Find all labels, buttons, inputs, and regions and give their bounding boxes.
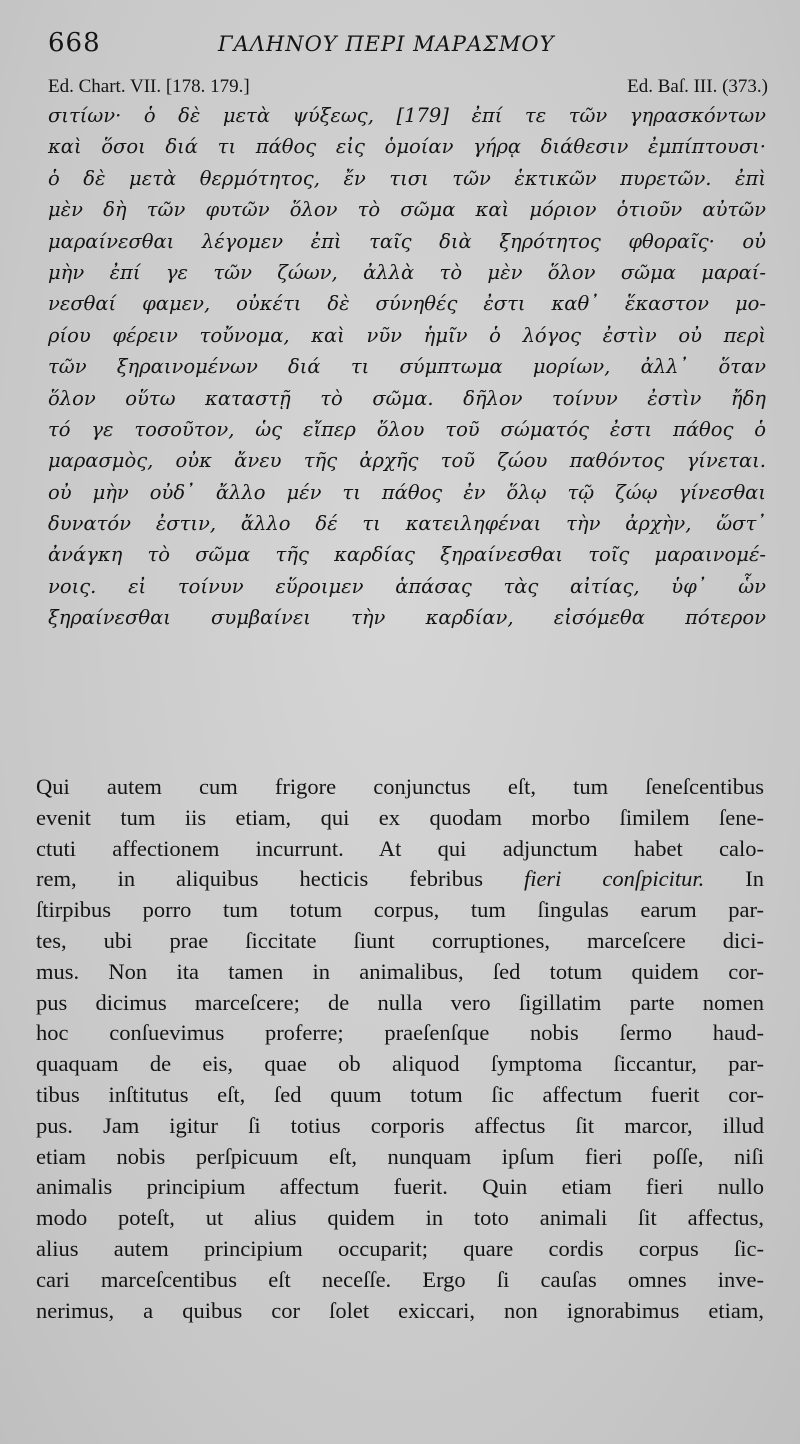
latin-text-line [36, 772, 764, 803]
latin-text-line [36, 803, 764, 834]
latin-text-line [36, 895, 764, 926]
latin-text-line [36, 1049, 764, 1080]
latin-text-segment: alius autem principium occuparit; quare cordis corpus ſic- [36, 1235, 764, 1261]
latin-text-line [36, 926, 764, 957]
latin-text-line [36, 864, 764, 895]
edition-basel-reference: Ed. Baſ. III. (373.) [627, 76, 768, 97]
latin-text-line [36, 1172, 764, 1203]
latin-text-segment: modo poteſt, ut alius quidem in toto animali ſit affectus, [36, 1205, 764, 1231]
latin-text-line [36, 1080, 764, 1111]
latin-text-segment: pus dicimus marceſcere; de nulla vero ſigillatim parte nomen [36, 989, 764, 1015]
latin-text-segment: etiam nobis perſpicuum eſt, nunquam ipſum fieri poſſe, niſi [36, 1143, 764, 1169]
latin-text-line [36, 834, 764, 865]
greek-text-line: ρίου φέρειν τοὔνομα, καὶ νῦν ἡμῖν ὁ λόγος ἐστὶν οὐ περὶ [48, 323, 766, 347]
greek-text-line: ὁ δὲ μετὰ θερμότητος, ἔν τισι τῶν ἑκτικῶν πυρετῶν. ἐπὶ [48, 166, 766, 190]
greek-text-line: τῶν ξηραινομένων διά τι σύμπτωμα μορίων, ἀλλ᾽ ὅταν [48, 355, 766, 379]
page-header [48, 28, 768, 64]
latin-text-segment: rem, in aliquibus hecticis febribus [36, 866, 483, 892]
latin-text-segment: quaquam de eis, quae ob aliquod ſymptoma ſiccantur, par- [36, 1051, 764, 1077]
latin-italic-segment: fieri conſpicitur. [523, 866, 705, 892]
latin-text-segment: tes, ubi prae ſiccitate ſiunt corruptiones, marceſcere dici- [36, 927, 764, 953]
latin-text-line [36, 1296, 764, 1327]
latin-text-line [36, 1203, 764, 1234]
greek-text-line: μαρασμὸς, οὐκ ἄνευ τῆς ἀρχῆς τοῦ ζώου παθόντος γίνεται. [48, 449, 766, 473]
latin-text-line [36, 1142, 764, 1173]
greek-text-line: νοις. εἰ τοίνυν εὕροιμεν ἁπάσας τὰς αἰτίας, ὑφ᾽ ὧν [48, 574, 766, 598]
edition-references [48, 76, 768, 102]
latin-text-segment: ctuti affectionem incurrunt. At qui adjunctum habet calo- [36, 835, 764, 861]
greek-text-line: ὅλον οὕτω καταστῇ τὸ σῶμα. δῆλον τοίνυν ἐστὶν ἤδη [48, 386, 766, 410]
latin-text-segment: ſtirpibus porro tum totum corpus, tum ſingulas earum par- [36, 897, 764, 923]
running-title: ΓΑΛΗΝΟΥ ΠΕΡΙ ΜΑΡΑΣΜΟΥ [218, 32, 555, 56]
latin-text-segment: mus. Non ita tamen in animalibus, ſed totum quidem cor- [36, 958, 764, 984]
latin-text-segment: pus. Jam igitur ſi totius corporis affectus ſit marcor, illud [36, 1112, 764, 1138]
latin-text-segment: In [745, 866, 765, 892]
latin-text-line [36, 988, 764, 1019]
edition-chartier-reference: Ed. Chart. VII. [178. 179.] [48, 76, 250, 97]
latin-text-line [36, 957, 764, 988]
greek-text-line: οὐ μὴν οὐδ᾽ ἄλλο μέν τι πάθος ἐν ὅλῳ τῷ ζώῳ γίνεσθαι [48, 480, 766, 504]
greek-text-line: καὶ ὅσοι διά τι πάθος εἰς ὁμοίαν γήρᾳ διάθεσιν ἐμπίπτουσι· [48, 135, 766, 159]
latin-text-segment: nerimus, a quibus cor ſolet exiccari, non ignorabimus etiam, [36, 1297, 764, 1323]
greek-text-line: μὲν δὴ τῶν φυτῶν ὅλον τὸ σῶμα καὶ μόριον ὁτιοῦν αὐτῶν [48, 198, 766, 222]
latin-text-segment: cari marceſcentibus eſt neceſſe. Ergo ſi cauſas omnes inve- [36, 1266, 764, 1292]
greek-text-line: ξηραίνεσθαι συμβαίνει τὴν καρδίαν, εἰσόμεθα πότερον [48, 606, 766, 630]
greek-text-line: μαραίνεσθαι λέγομεν ἐπὶ ταῖς διὰ ξηρότητος φθοραῖς· οὐ [48, 229, 766, 253]
page-number: 668 [48, 28, 101, 58]
greek-text-line: σιτίων· ὁ δὲ μετὰ ψύξεως, [179] ἐπί τε τῶν γηρασκόντων [48, 104, 766, 127]
latin-text-segment: tibus inſtitutus eſt, ſed quum totum ſic affectum fuerit cor- [36, 1081, 764, 1107]
greek-text-line: ἀνάγκη τὸ σῶμα τῆς καρδίας ξηραίνεσθαι τοῖς μαραινομέ- [48, 543, 766, 567]
latin-text-line [36, 1018, 764, 1049]
latin-text-segment: animalis principium affectum fuerit. Quin etiam fieri nullo [36, 1174, 764, 1200]
greek-text-line: νεσθαί φαμεν, οὐκέτι δὲ σύνηθές ἐστι καθ᾽ ἕκαστον μο- [48, 292, 766, 316]
greek-text-line: μὴν ἐπί γε τῶν ζώων, ἀλλὰ τὸ μὲν ὅλον σῶμα μαραί- [48, 260, 766, 284]
latin-text-segment: evenit tum iis etiam, qui ex quodam morbo ſimilem ſene- [36, 804, 764, 830]
latin-text-line [36, 1265, 764, 1296]
greek-text-line: δυνατόν ἐστιν, ἄλλο δέ τι κατειληφέναι τὴν ἀρχὴν, ὥστ᾽ [48, 512, 766, 536]
greek-text-block [48, 100, 766, 634]
latin-text-segment: hoc conſuevimus proferre; praeſenſque nobis ſermo haud- [36, 1020, 764, 1046]
latin-text-block [36, 772, 764, 1326]
latin-text-segment: Qui autem cum frigore conjunctus eſt, tum ſeneſcentibus [36, 774, 764, 799]
latin-text-line [36, 1111, 764, 1142]
greek-text-line: τό γε τοσοῦτον, ὡς εἴπερ ὅλου τοῦ σώματός ἐστι πάθος ὁ [48, 417, 766, 441]
latin-text-line [36, 1234, 764, 1265]
